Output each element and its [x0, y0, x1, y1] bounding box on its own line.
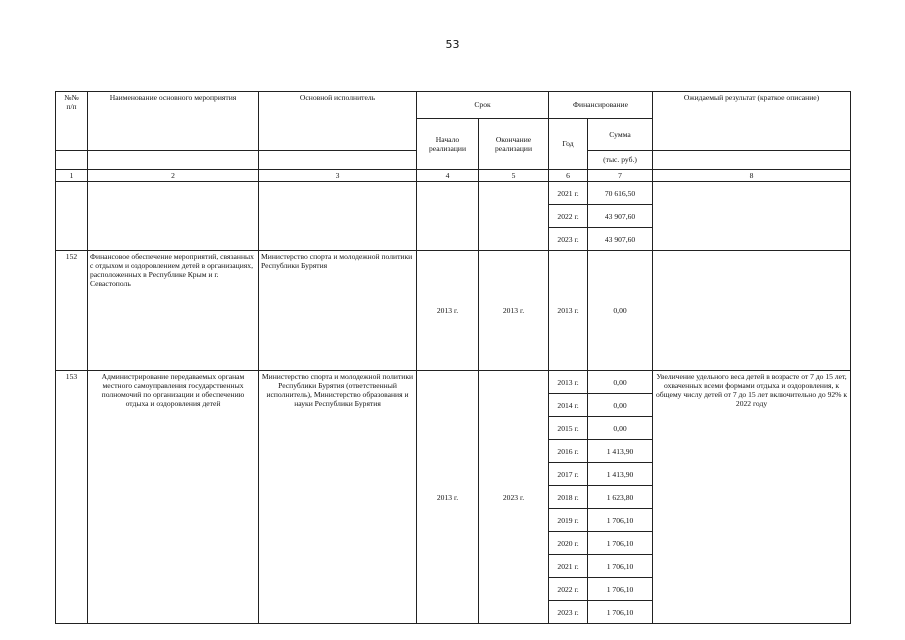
- header-blank-3: [259, 151, 417, 170]
- column-number-row: [56, 170, 851, 182]
- year-cell: 2016 г.: [549, 440, 588, 463]
- program-table: [55, 91, 851, 624]
- col-number: 3: [259, 170, 417, 182]
- amount-cell: 1 706,10: [588, 601, 653, 624]
- amount-cell: 0,00: [588, 371, 653, 394]
- amount-cell: 43 907,60: [588, 205, 653, 228]
- header-end: Окончание реализации: [479, 119, 549, 170]
- year-cell: 2015 г.: [549, 417, 588, 440]
- header-blank-2: [88, 151, 259, 170]
- header-financing: Финансирование: [549, 92, 653, 119]
- amount-cell: 0,00: [588, 394, 653, 417]
- col-number: 4: [417, 170, 479, 182]
- row152-num: 152: [56, 251, 88, 371]
- row153-result: Увеличение удельного веса детей в возрасте от 7 до 15 лет, охваченных всеми формами отдыха и оздоровления, к общему числу детей от 7 до 15 лет включительно до 92% к 2022 году: [653, 371, 851, 624]
- year-cell: 2020 г.: [549, 532, 588, 555]
- header-executor: Основной исполнитель: [259, 92, 417, 151]
- year-cell: 2014 г.: [549, 394, 588, 417]
- amount-cell: 1 706,10: [588, 532, 653, 555]
- header-term: Срок: [417, 92, 549, 119]
- table-row: [56, 371, 851, 394]
- row152-start: 2013 г.: [417, 251, 479, 371]
- table-row: [56, 251, 851, 371]
- col-number: 2: [88, 170, 259, 182]
- year-cell: 2021 г.: [549, 182, 588, 205]
- year-cell: 2013 г.: [549, 371, 588, 394]
- header-blank-4: [653, 151, 851, 170]
- year-cell: 2023 г.: [549, 228, 588, 251]
- row152-result: [653, 251, 851, 371]
- page-number: 53: [445, 38, 460, 51]
- col-number: 1: [56, 170, 88, 182]
- header-expected: Ожидаемый результат (краткое описание): [653, 92, 851, 151]
- row152-end: 2013 г.: [479, 251, 549, 371]
- col-number: 6: [549, 170, 588, 182]
- amount-cell: 1 413,90: [588, 440, 653, 463]
- row152-amount: 0,00: [588, 251, 653, 371]
- header-num: №№ п/п: [56, 92, 88, 151]
- row152-name: Финансовое обеспечение мероприятий, связанных с отдыхом и оздоровлением детей в организациях, расположенных в Республике Крым и г. Севастополь: [88, 251, 259, 371]
- row152-year: 2013 г.: [549, 251, 588, 371]
- table-row: [56, 182, 851, 205]
- year-cell: 2023 г.: [549, 601, 588, 624]
- amount-cell: 1 706,10: [588, 578, 653, 601]
- col-number: 8: [653, 170, 851, 182]
- cont-end: [479, 182, 549, 251]
- year-cell: 2017 г.: [549, 463, 588, 486]
- header-start: Начало реализации: [417, 119, 479, 170]
- amount-cell: 1 706,10: [588, 509, 653, 532]
- amount-cell: 0,00: [588, 417, 653, 440]
- row153-end: 2023 г.: [479, 371, 549, 624]
- year-cell: 2021 г.: [549, 555, 588, 578]
- year-cell: 2018 г.: [549, 486, 588, 509]
- cont-executor: [259, 182, 417, 251]
- header-name: Наименование основного мероприятия: [88, 92, 259, 151]
- amount-cell: 1 623,80: [588, 486, 653, 509]
- year-cell: 2019 г.: [549, 509, 588, 532]
- year-cell: 2022 г.: [549, 578, 588, 601]
- amount-cell: 43 907,60: [588, 228, 653, 251]
- cont-num: [56, 182, 88, 251]
- header-sum: Сумма: [588, 119, 653, 151]
- header-year: Год: [549, 119, 588, 170]
- row152-executor: Министерство спорта и молодежной политики Республики Бурятия: [259, 251, 417, 371]
- cont-result: [653, 182, 851, 251]
- amount-cell: 1 706,10: [588, 555, 653, 578]
- header-row-1: [56, 92, 851, 119]
- row153-start: 2013 г.: [417, 371, 479, 624]
- row153-name: Администрирование передаваемых органам местного самоуправления государственных полномочий по организации и обеспечению отдыха и оздоровления детей: [88, 371, 259, 624]
- cont-name: [88, 182, 259, 251]
- col-number: 7: [588, 170, 653, 182]
- year-cell: 2022 г.: [549, 205, 588, 228]
- col-number: 5: [479, 170, 549, 182]
- cont-start: [417, 182, 479, 251]
- header-blank-1: [56, 151, 88, 170]
- row153-num: 153: [56, 371, 88, 624]
- header-sum-unit: (тыс. руб.): [588, 151, 653, 170]
- amount-cell: 1 413,90: [588, 463, 653, 486]
- row153-executor: Министерство спорта и молодежной политики Республики Бурятия (ответственный исполнитель), Министерство образования и науки Республики Бурятия: [259, 371, 417, 624]
- amount-cell: 70 616,50: [588, 182, 653, 205]
